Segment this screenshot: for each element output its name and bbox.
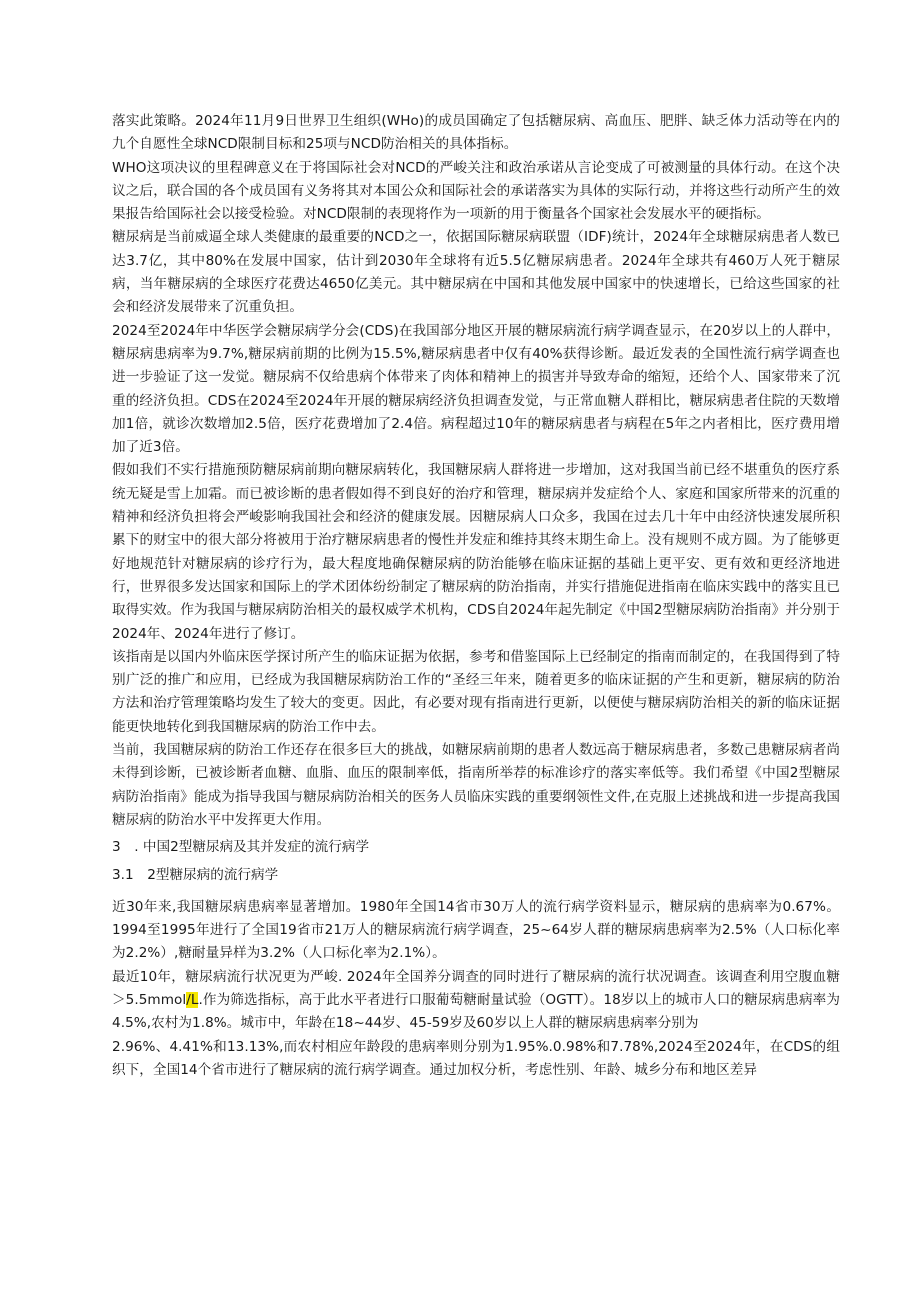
- section-heading-3-1: 3.1 2型糖尿病的流行病学: [112, 866, 279, 883]
- paragraph-challenges: 当前，我国糖尿病的防治工作还存在很多巨大的挑战，如糖尿病前期的患者人数远高于糖尿病患者，多数己患糖尿病者尚未得到诊断，已被诊断者血糖、血脂、血压的限制率低，指南所举荐的标准诊疗的落实率低等。我们希望《中国2型糖尿病防治指南》能成为指导我国与糖尿病防治相关的医务人员临床实践的重要纲领性文件,在克服上述挑战和进一步提高我国糖尿病的防治水平中发挥更大作用。: [112, 742, 840, 828]
- paragraph-prevention: 假如我们不实行措施预防糖尿病前期向糖尿病转化，我国糖尿病人群将进一步增加，这对我国当前已经不堪重负的医疗系统无疑是雪上加霜。而已被诊断的患者假如得不到良好的治疗和管理，糖尿病并发症给个人、家庭和国家所带来的沉重的精神和经济负担将会严峻影响我国社会和经济的健康发展。因糖尿病人口众多，我国在过去几十年中由经济快速发展所积累下的财宝中的很大部分将被用于治疗糖尿病患者的慢性并发症和维持其终末期生命上。没有规则不成方圆。为了能够更好地规范针对糖尿病的诊疗行为，最大程度地确保糖尿病的防治能够在临床证据的基础上更平安、更有效和更经济地进行，世界很多发达国家和国际上的学术团体纷纷制定了糖尿病的防治指南，并实行措施促进指南在临床实践中的落实且已取得实效。作为我国与糖尿病防治相关的最权威学术机构，CDS自2024年起先制定《中国2型糖尿病防治指南》并分别于2024年、2024年进行了修订。: [112, 462, 840, 642]
- paragraph-recent-prevalence: [112, 966, 840, 1036]
- section-heading-3: 3 . 中国2型糖尿病及其并发症的流行病学: [112, 839, 370, 856]
- paragraph-who-targets: 落实此策略。2024年11月9日世界卫生组织(WHo)的成员国确定了包括糖尿病、高血压、肥胖、缺乏体力活动等在内的九个自愿性全球NCD限制目标和25项与NCD防治相关的具体指标。: [112, 113, 840, 153]
- text-segment: .作为筛选指标，高于此水平者进行口服葡萄糖耐量试验（OGTT）。18岁以上的城市人口的糖尿病患病率为4.5%,农村为1.8%。城市中，年龄在18~44岁、45-59岁及60岁以上人群的糖尿病患病率分别为: [112, 991, 840, 1032]
- paragraph-age-prevalence: 2.96%、4.41%和13.13%,而农村相应年龄段的患病率则分别为1.95%.0.98%和7.78%,2024至2024年，在CDS的组织下，全国14个省市进行了糖尿病的流行病学调查。通过加权分析，考虑性别、年龄、城乡分布和地区差异: [112, 1038, 840, 1078]
- highlighted-unit: /L: [186, 991, 199, 1008]
- paragraph-global-diabetes: 糖尿病是当前威逼全球人类健康的最重要的NCD之一，依据国际糖尿病联盟（IDF)统计，2024年全球糖尿病患者人数已达3.7亿，其中80%在发展中国家，估计到2030年全球将有近5.5亿糖尿病患者。2024年全球共有460万人死于糖尿病，当年糖尿病的全球医疗花费达4650亿美元。其中糖尿病在中国和其他发展中国家中的快速增长，已给这些国家的社会和经济发展带来了沉重负担。: [112, 229, 840, 316]
- paragraph-prevalence-history: 近30年来,我国糖尿病患病率显著增加。1980年全国14省市30万人的流行病学资料显示，糖尿病的患病率为0.67%。1994至1995年进行了全国19省市21万人的糖尿病流行病学调查，25~64岁人群的糖尿病患病率为2.5%（人口标化率为2.2%）,糖耐量异样为3.2%（人口标化率为2.1%）。: [112, 898, 840, 962]
- paragraph-who-resolution: WHO这项决议的里程碑意义在于将国际社会对NCD的严峻关注和政治承诺从言论变成了可被测量的具体行动。在这个决议之后，联合国的各个成员国有义务将其对本国公众和国际社会的承诺落实为具体的实际行动，并将这些行动所产生的效果报告给国际社会以接受检验。对NCD限制的表现将作为一项新的用于衡量各个国家社会发展水平的硬指标。: [112, 159, 840, 223]
- document-page: [112, 110, 840, 1082]
- paragraph-cds-survey: 2024至2024年中华医学会糖尿病学分会(CDS)在我国部分地区开展的糖尿病流行病学调查显示，在20岁以上的人群中，糖尿病患病率为9.7%,糖尿病前期的比例为15.5%,糖尿病患者中仅有40%获得诊断。最近发表的全国性流行病学调查也进一步验证了这一发觉。糖尿病不仅给患病个体带来了肉体和精神上的损害并导致寿命的缩短，还给个人、国家带来了沉重的经济负担。CDS在2024至2024年开展的糖尿病经济负担调查发觉，与正常血糖人群相比，糖尿病患者住院的天数增加1倍，就诊次数增加2.5倍，医疗花费增加了2.4倍。病程超过10年的糖尿病患者与病程在5年之内者相比，医疗费用增加了近3倍。: [112, 322, 840, 456]
- text-segment: 最近10年，糖尿病流行状况更为严峻. 2024年全国养分调查的同时进行了糖尿病的流行状况调查。该调查利用空腹血糖＞5.5mmol: [112, 968, 840, 1008]
- paragraph-guideline: 该指南是以国内外临床医学探讨所产生的临床证据为依据，参考和借鉴国际上已经制定的指南而制定的，在我国得到了特别广泛的推广和应用，已经成为我国糖尿病防治工作的“圣经三年来，随着更多的临床证据的产生和更新，糖尿病的防治方法和治疗管理策略均发生了较大的变更。因此，有必要对现有指南进行更新，以便使与糖尿病防治相关的新的临床证据能更快地转化到我国糖尿病的防治工作中去。: [112, 648, 840, 735]
